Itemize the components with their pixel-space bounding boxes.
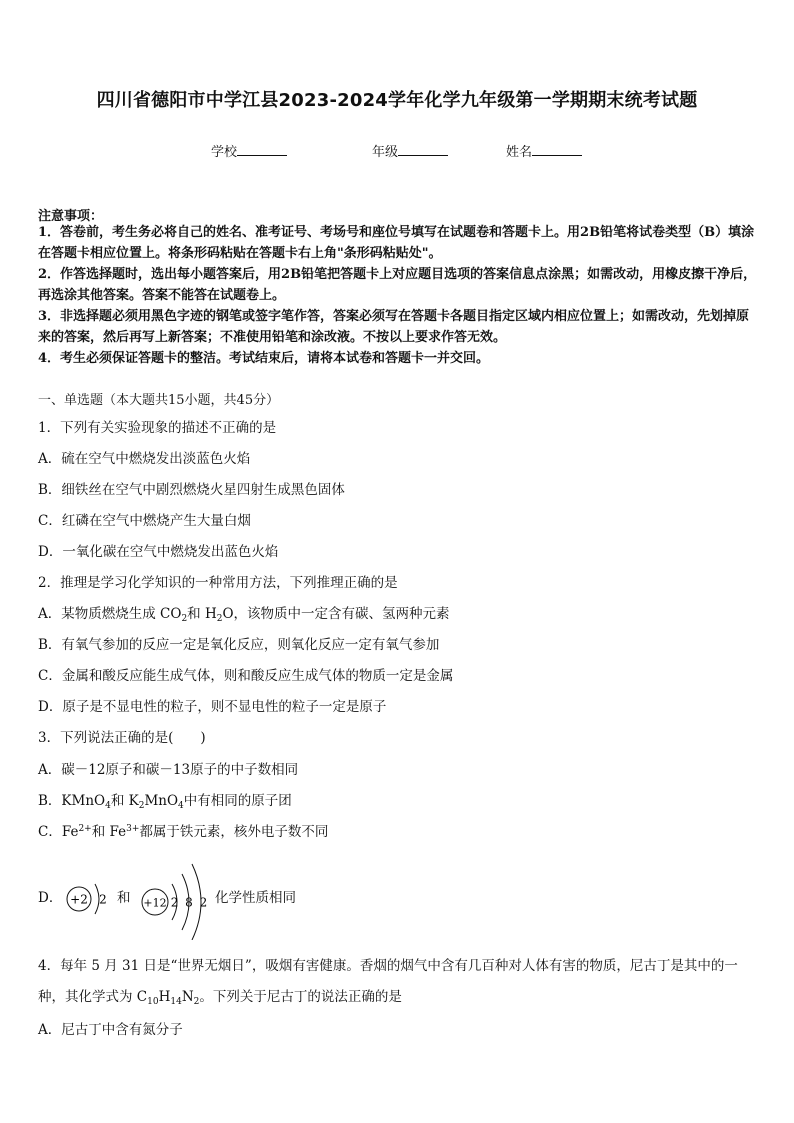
q2-option-d: D．原子是不显电性的粒子，则不显电性的粒子一定是原子	[38, 699, 387, 715]
q3-option-b	[38, 789, 292, 811]
q2a-text-2: 和 H	[187, 606, 217, 622]
atom2-nucleus-charge: +12	[143, 896, 167, 910]
q2-option-a	[38, 602, 450, 624]
q3b-text-2: 和 K	[110, 793, 139, 809]
q3-option-d-label: D．	[38, 890, 63, 906]
exam-title: 四川省德阳市中学江县2023-2024学年化学九年级第一学期期末统考试题	[96, 90, 698, 111]
q3-option-a: A．碳－12原子和碳－13原子的中子数相同	[38, 762, 299, 778]
notice-item-2: 2．作答选择题时，选出每小题答案后，用2B铅笔把答题卡上对应题目选项的答案信息点涂黑；如需改动，用橡皮擦干净后，再选涂其他答案。答案不能答在试题卷上。	[38, 267, 757, 303]
q1-stem: 1．下列有关实验现象的描述不正确的是	[38, 420, 277, 436]
q3b-sub-2: 2	[138, 801, 145, 811]
q3-option-d-text: 化学性质相同	[215, 890, 296, 906]
q2a-text-3: O，该物质中一定含有碳、氢两种元素	[222, 606, 450, 622]
atom2-electron-counts: 2 8 2	[170, 895, 208, 910]
q4-text-4: 。下列关于尼古丁的说法正确的是	[199, 989, 402, 1005]
q2-option-b: B．有氧气参加的反应一定是氧化反应，则氧化反应一定有氧气参加	[38, 637, 440, 653]
section-title: 一、单选题（本大题共15小题，共45分）	[38, 393, 280, 408]
q3b-text-3: MnO	[144, 793, 179, 809]
q4-sub-3: 2	[193, 997, 200, 1007]
name-blank	[532, 143, 582, 156]
notice-heading: 注意事项：	[38, 209, 104, 224]
q4-sub-1: 10	[147, 997, 159, 1007]
atom1-nucleus-charge: +2	[70, 892, 88, 907]
q2a-sub-2: 2	[216, 614, 223, 624]
q4-text-1: 4．每年 5 月 31 日是“世界无烟日”，吸烟有害健康。香烟的烟气中含有几百种对人体有害的物质，尼古丁是其中的一种，其化学式为 C	[38, 958, 738, 1005]
notice-item-3: 3．非选择题必须用黑色字迹的钢笔或签字笔作答，答案必须写在答题卡各题目指定区域内相应位置上；如需改动，先划掉原来的答案，然后再写上新答案；不准使用铅笔和涂改液。不按以上要求作答无效。	[38, 309, 750, 345]
grade-blank	[398, 143, 448, 156]
q1-option-b: B．细铁丝在空气中剧烈燃烧火星四射生成黑色固体	[38, 482, 345, 498]
school-field	[211, 141, 287, 160]
school-blank	[237, 143, 287, 156]
magnesium-atom-diagram	[138, 860, 216, 940]
q4-sub-2: 14	[170, 997, 182, 1007]
helium-atom-diagram	[62, 876, 118, 922]
q3c-sup-2: 3+	[126, 824, 140, 834]
q2-option-c: C．金属和酸反应能生成气体，则和酸反应生成气体的物质一定是金属	[38, 668, 454, 684]
q2-stem: 2．推理是学习化学知识的一种常用方法，下列推理正确的是	[38, 575, 398, 591]
school-label: 学校	[211, 145, 238, 160]
q3c-text-1: C．Fe	[38, 824, 79, 840]
q1-option-d: D．一氧化碳在空气中燃烧发出蓝色火焰	[38, 544, 279, 560]
q1-option-a: A．硫在空气中燃烧发出淡蓝色火焰	[38, 451, 251, 467]
q4-text-2: H	[158, 989, 171, 1005]
q3-stem: 3．下列说法正确的是( )	[38, 730, 206, 746]
notice-item-1: 1．答卷前，考生务必将自己的姓名、准考证号、考场号和座位号填写在试题卷和答题卡上。用2B铅笔将试卷类型（B）填涂在答题卡相应位置上。将条形码粘贴在答题卡右上角"条形码粘贴处"。	[38, 225, 755, 261]
name-field	[506, 141, 582, 160]
q4-text-3: N	[181, 989, 194, 1005]
q3b-text-4: 中有相同的原子团	[183, 793, 292, 809]
name-label: 姓名	[506, 145, 533, 160]
q4-option-a: A．尼古丁中含有氮分子	[38, 1022, 183, 1038]
q3c-sup-1: 2+	[78, 824, 92, 834]
q3-option-c	[38, 820, 328, 840]
and-text: 和	[117, 890, 131, 906]
q3b-sub-3: 4	[178, 801, 184, 811]
q3b-sub-1: 4	[105, 801, 111, 811]
q3c-text-3: 都属于铁元素，核外电子数不同	[139, 824, 329, 840]
q2a-text-1: A．某物质燃烧生成 CO	[38, 606, 182, 622]
grade-label: 年级	[372, 145, 399, 160]
q3b-text-1: B．KMnO	[38, 793, 106, 809]
q4-stem	[38, 951, 758, 1018]
notice-item-4: 4．考生必须保证答题卡的整洁。考试结束后，请将本试卷和答题卡一并交回。	[38, 351, 490, 366]
grade-field	[372, 141, 448, 160]
q2a-sub-1: 2	[181, 614, 188, 624]
atom1-electron-count: 2	[99, 892, 107, 907]
q1-option-c: C．红磷在空气中燃烧产生大量白烟	[38, 513, 251, 529]
q3c-text-2: 和 Fe	[91, 824, 127, 840]
